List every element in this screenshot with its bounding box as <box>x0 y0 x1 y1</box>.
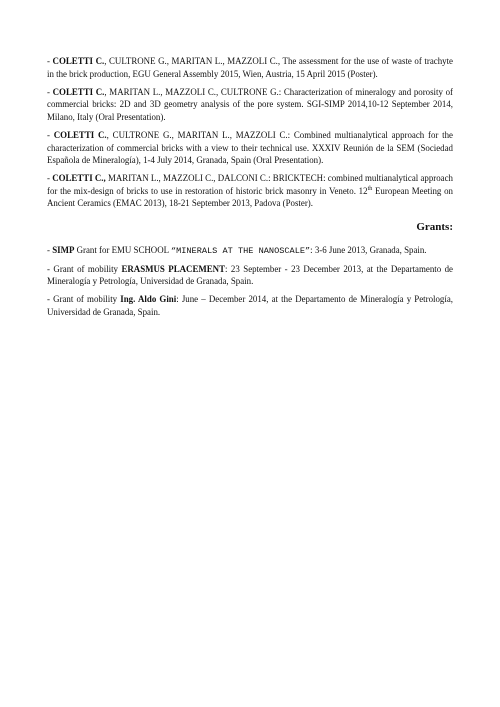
entry-dash: - <box>47 86 53 97</box>
author-name: COLETTI C., <box>52 173 106 184</box>
publication-text: , MARITAN L., MAZZOLI C., CULTRONE G.: Characterization of mineralogy and porosity of commercial bricks: 2D and 3D geometry analysis of the pore system. SGI-SIMP 2014,10-12 September 2014, Milano, Italy (Oral Presentation). <box>47 86 453 122</box>
ordinal-suffix: th <box>367 185 373 192</box>
document-page <box>47 55 453 324</box>
grant-text-continued: : June – December 2014, at the Departamento de Mineralogía y Petrología, Universidad de Granada, Spain. <box>47 294 453 317</box>
grant-text-continued: : 23 September - 23 December 2013, at the Departamento de Mineralogía y Petrología, Universidad de Granada, Spain. <box>47 263 453 287</box>
publication-text: , CULTRONE G., MARITAN L., MAZZOLI C.: Combined multianalytical approach for the characterization of commercial bricks with a view to their technical use. XXXIV Reunión de la SEM (Sociedad Española de Mineralogía), 1-4 July 2014, Granada, Spain (Oral Presentation). <box>47 129 453 166</box>
publication-entry-1 <box>47 55 453 80</box>
author-name: COLETTI C. <box>52 86 105 97</box>
grant-program: Ing. Aldo Gini <box>120 294 177 305</box>
publication-entry-4 <box>47 172 453 210</box>
publication-entry-3 <box>47 129 453 167</box>
author-name: COLETTI C. <box>52 56 105 66</box>
grant-text-continued: : 3-6 June 2013, Granada, Spain. <box>310 244 427 255</box>
grant-text: - Grant of mobility <box>47 263 122 274</box>
publication-text: , CULTRONE G., MARITAN L., MAZZOLI C., The assessment for the use of waste of trachyte in the brick production, EGU General Assembly 2015, Wien, Austria, 15 April 2015 (Poster). <box>47 56 453 79</box>
grant-text: Grant for EMU SCHOOL <box>74 244 171 255</box>
grants-heading: Grants: <box>416 221 453 234</box>
grant-text: - Grant of mobility <box>47 294 121 305</box>
publication-entry-2 <box>47 86 453 124</box>
entry-dash: - <box>47 173 53 184</box>
entry-dash: - <box>47 244 53 255</box>
entry-dash: - <box>47 129 54 140</box>
grant-entry-2 <box>47 263 453 288</box>
grant-entry-3 <box>47 293 453 318</box>
school-title: “MINERALS AT THE NANOSCALE” <box>170 245 311 256</box>
entry-dash: - <box>47 56 53 66</box>
grant-program: ERASMUS PLACEMENT <box>121 263 226 274</box>
grant-sponsor: SIMP <box>52 244 75 255</box>
publication-text: MARITAN L., MAZZOLI C., DALCONI C.: BRICKTECH: combined multianalytical approach for the mix-design of bricks to use in restoration of historic brick masonry in Veneto. 12 <box>47 173 453 196</box>
author-name: COLETTI C. <box>53 129 107 140</box>
publication-text-continued: European Meeting on Ancient Ceramics (EMAC 2013), 18-21 September 2013, Padova (Poster). <box>47 185 453 209</box>
grant-entry-1 <box>47 244 453 258</box>
